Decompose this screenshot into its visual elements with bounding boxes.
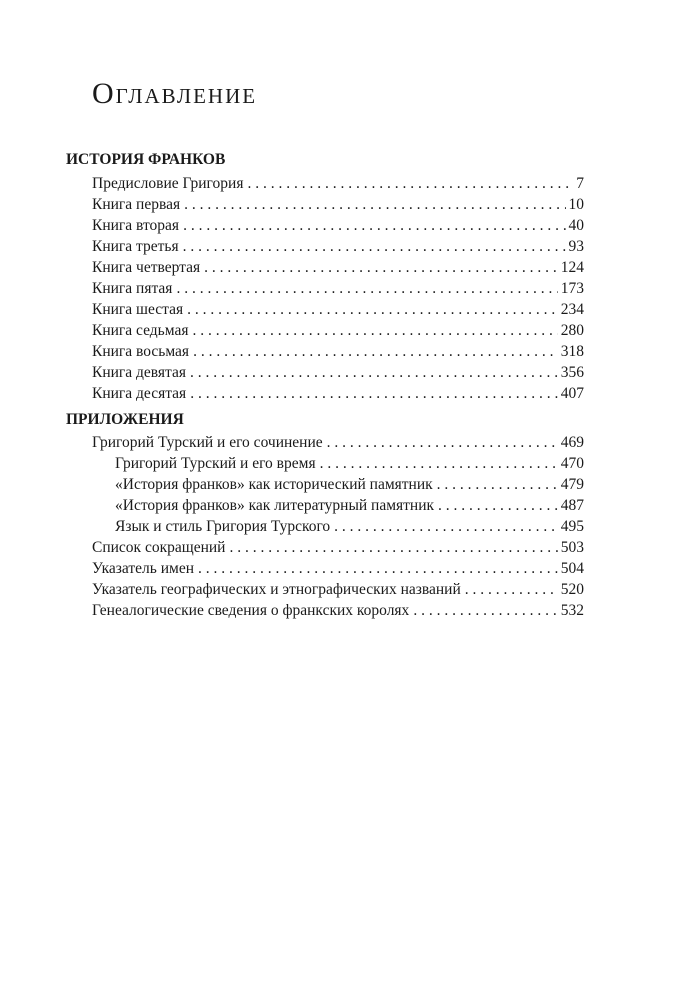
toc-leader-dots xyxy=(320,453,558,474)
toc-leader-dots xyxy=(183,215,565,236)
toc-leader-dots xyxy=(183,236,566,257)
toc-entry-page: 479 xyxy=(560,476,584,493)
toc-leader-dots xyxy=(187,299,558,320)
toc-entry-page: 93 xyxy=(568,238,584,255)
toc-entry-title: Генеалогические сведения о франкских королях xyxy=(92,602,410,619)
toc-entry[interactable] xyxy=(92,600,584,621)
toc-subentry[interactable] xyxy=(115,453,584,474)
toc-entry-title: Книга седьмая xyxy=(92,322,189,339)
toc-entry[interactable] xyxy=(92,579,584,600)
toc-subentry[interactable] xyxy=(115,495,584,516)
toc-leader-dots xyxy=(247,173,573,194)
toc-entry[interactable] xyxy=(92,432,584,453)
toc-leader-dots xyxy=(190,362,558,383)
toc-leader-dots xyxy=(176,278,557,299)
toc-leader-dots xyxy=(437,474,558,495)
toc-entry-page: 469 xyxy=(560,434,584,451)
section-heading-appendices: ПРИЛОЖЕНИЯ xyxy=(66,411,184,428)
toc-entry-title: Книга четвертая xyxy=(92,259,201,276)
section-heading-history: ИСТОРИЯ ФРАНКОВ xyxy=(66,151,226,168)
toc-leader-dots xyxy=(192,320,557,341)
toc-entry[interactable] xyxy=(92,558,584,579)
toc-entry-title: Григорий Турский и его время xyxy=(115,455,316,472)
toc-entry-title: Указатель имен xyxy=(92,560,194,577)
toc-entry-title: Книга десятая xyxy=(92,385,187,402)
toc-entry-page: 503 xyxy=(560,539,584,556)
toc-leader-dots xyxy=(334,516,558,537)
toc-entry-title: Список сокращений xyxy=(92,539,226,556)
toc-entry-page: 124 xyxy=(560,259,584,276)
toc-leader-dots xyxy=(193,341,558,362)
toc-entry[interactable] xyxy=(92,383,584,404)
toc-leader-dots xyxy=(184,194,565,215)
toc-entry-title: Книга девятая xyxy=(92,364,187,381)
toc-entry[interactable] xyxy=(92,278,584,299)
toc-entry[interactable] xyxy=(92,537,584,558)
toc-entry[interactable] xyxy=(92,257,584,278)
toc-entry-title: Григорий Турский и его сочинение xyxy=(92,434,323,451)
toc-subentry[interactable] xyxy=(115,474,584,495)
toc-entry-title: Книга шестая xyxy=(92,301,184,318)
toc-entry-page: 7 xyxy=(576,175,584,192)
toc-entry-title: Книга первая xyxy=(92,196,181,213)
toc-entry-page: 495 xyxy=(560,518,584,535)
toc-entry-title: «История франков» как литературный памятник xyxy=(115,497,435,514)
toc-entry-title: Указатель географических и этнографических названий xyxy=(92,581,461,598)
toc-entry-title: Книга восьмая xyxy=(92,343,190,360)
toc-entry-page: 487 xyxy=(560,497,584,514)
toc-entry[interactable] xyxy=(92,173,584,194)
toc-entry-page: 40 xyxy=(568,217,584,234)
toc-leader-dots xyxy=(438,495,558,516)
toc-entry-title: Предисловие Григория xyxy=(92,175,244,192)
toc-entry[interactable] xyxy=(92,194,584,215)
toc-leader-dots xyxy=(413,600,557,621)
toc-leader-dots xyxy=(229,537,557,558)
toc-entry-page: 234 xyxy=(560,301,584,318)
toc-entry[interactable] xyxy=(92,362,584,383)
toc-entry-page: 356 xyxy=(560,364,584,381)
toc-entry-page: 407 xyxy=(560,385,584,402)
toc-entry-title: Книга третья xyxy=(92,238,179,255)
toc-entry[interactable] xyxy=(92,341,584,362)
toc-entry-page: 532 xyxy=(560,602,584,619)
toc-subentry[interactable] xyxy=(115,516,584,537)
toc-entry[interactable] xyxy=(92,236,584,257)
toc-entry-title: Книга пятая xyxy=(92,280,173,297)
toc-entry-title: Книга вторая xyxy=(92,217,180,234)
toc-entry-page: 318 xyxy=(560,343,584,360)
toc-entry-page: 10 xyxy=(568,196,584,213)
toc-leader-dots xyxy=(465,579,558,600)
toc-leader-dots xyxy=(198,558,558,579)
toc-entry-page: 173 xyxy=(560,280,584,297)
toc-entry[interactable] xyxy=(92,215,584,236)
toc-entry-title: Язык и стиль Григория Турского xyxy=(115,518,331,535)
page-title: Оглавление xyxy=(92,77,258,110)
toc-leader-dots xyxy=(190,383,558,404)
toc-leader-dots xyxy=(204,257,558,278)
toc-entry[interactable] xyxy=(92,299,584,320)
toc-entry[interactable] xyxy=(92,320,584,341)
toc-leader-dots xyxy=(327,432,558,453)
toc-entry-page: 470 xyxy=(560,455,584,472)
toc-entry-page: 520 xyxy=(560,581,584,598)
toc-entry-page: 504 xyxy=(560,560,584,577)
toc-entry-page: 280 xyxy=(560,322,584,339)
toc-entry-title: «История франков» как исторический памятник xyxy=(115,476,433,493)
